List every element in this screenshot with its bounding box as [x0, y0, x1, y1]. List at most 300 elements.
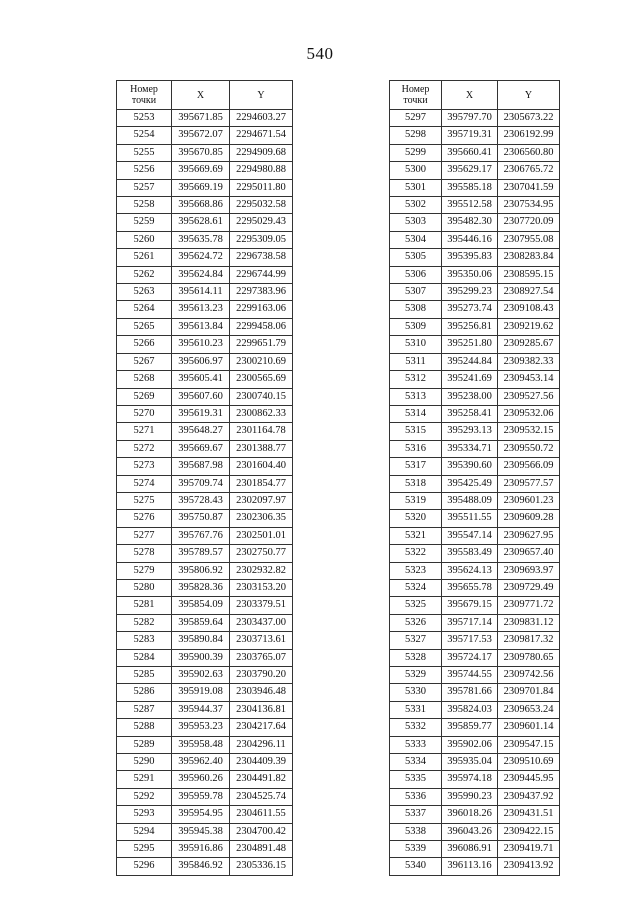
cell-y: 2294671.54 — [230, 127, 293, 144]
cell-x: 395635.78 — [172, 231, 230, 248]
cell-y: 2309527.56 — [498, 388, 560, 405]
table-row — [390, 719, 560, 736]
cell-x: 395613.23 — [172, 301, 230, 318]
cell-y: 2301604.40 — [230, 458, 293, 475]
cell-y: 2309510.69 — [498, 754, 560, 771]
cell-point-number: 5257 — [117, 179, 172, 196]
cell-point-number: 5288 — [117, 719, 172, 736]
cell-y: 2303437.00 — [230, 614, 293, 631]
table-row — [117, 179, 293, 196]
cell-x: 395935.04 — [442, 754, 498, 771]
table-row — [390, 231, 560, 248]
cell-point-number: 5313 — [390, 388, 442, 405]
cell-x: 395273.74 — [442, 301, 498, 318]
table-row — [390, 301, 560, 318]
cell-point-number: 5331 — [390, 701, 442, 718]
table-row — [390, 388, 560, 405]
cell-x: 395902.63 — [172, 667, 230, 684]
cell-y: 2309382.33 — [498, 353, 560, 370]
cell-x: 395669.67 — [172, 440, 230, 457]
cell-point-number: 5281 — [117, 597, 172, 614]
cell-y: 2304611.55 — [230, 806, 293, 823]
cell-y: 2305673.22 — [498, 110, 560, 127]
cell-x: 395687.98 — [172, 458, 230, 475]
cell-x: 395619.31 — [172, 405, 230, 422]
cell-x: 395446.16 — [442, 231, 498, 248]
cell-y: 2309609.28 — [498, 510, 560, 527]
cell-y: 2309657.40 — [498, 545, 560, 562]
cell-x: 395511.55 — [442, 510, 498, 527]
table-row — [117, 110, 293, 127]
table-row — [117, 440, 293, 457]
table-row — [390, 318, 560, 335]
cell-x: 395728.43 — [172, 492, 230, 509]
cell-y: 2309729.49 — [498, 579, 560, 596]
cell-y: 2309780.65 — [498, 649, 560, 666]
cell-y: 2299163.06 — [230, 301, 293, 318]
table-row — [390, 841, 560, 858]
cell-x: 395256.81 — [442, 318, 498, 335]
table-row — [117, 336, 293, 353]
table-body-right — [390, 110, 560, 876]
table-row — [390, 458, 560, 475]
cell-y: 2303765.07 — [230, 649, 293, 666]
table-row — [117, 405, 293, 422]
cell-y: 2294909.68 — [230, 144, 293, 161]
cell-y: 2295029.43 — [230, 214, 293, 231]
cell-point-number: 5294 — [117, 823, 172, 840]
cell-y: 2309453.14 — [498, 371, 560, 388]
cell-point-number: 5301 — [390, 179, 442, 196]
table-row — [390, 249, 560, 266]
cell-point-number: 5277 — [117, 527, 172, 544]
cell-y: 2309817.32 — [498, 632, 560, 649]
cell-x: 395488.09 — [442, 492, 498, 509]
cell-point-number: 5289 — [117, 736, 172, 753]
table-row — [390, 144, 560, 161]
cell-point-number: 5303 — [390, 214, 442, 231]
cell-y: 2300862.33 — [230, 405, 293, 422]
cell-point-number: 5283 — [117, 632, 172, 649]
cell-point-number: 5255 — [117, 144, 172, 161]
cell-point-number: 5321 — [390, 527, 442, 544]
cell-x: 395859.64 — [172, 614, 230, 631]
cell-point-number: 5334 — [390, 754, 442, 771]
cell-point-number: 5269 — [117, 388, 172, 405]
table-row — [390, 701, 560, 718]
header-x: X — [442, 81, 498, 110]
cell-x: 395724.17 — [442, 649, 498, 666]
cell-x: 395954.95 — [172, 806, 230, 823]
table-row — [390, 545, 560, 562]
cell-y: 2294980.88 — [230, 162, 293, 179]
cell-y: 2295011.80 — [230, 179, 293, 196]
header-x: X — [172, 81, 230, 110]
cell-x: 395960.26 — [172, 771, 230, 788]
cell-x: 395624.13 — [442, 562, 498, 579]
table-row — [117, 127, 293, 144]
cell-point-number: 5261 — [117, 249, 172, 266]
cell-y: 2306765.72 — [498, 162, 560, 179]
table-row — [117, 579, 293, 596]
cell-x: 395251.80 — [442, 336, 498, 353]
cell-y: 2309566.09 — [498, 458, 560, 475]
table-row — [117, 458, 293, 475]
cell-point-number: 5298 — [390, 127, 442, 144]
header-point-number — [390, 81, 442, 110]
cell-point-number: 5286 — [117, 684, 172, 701]
table-row — [390, 649, 560, 666]
cell-y: 2304891.48 — [230, 841, 293, 858]
cell-point-number: 5266 — [117, 336, 172, 353]
table-row — [117, 719, 293, 736]
cell-x: 395806.92 — [172, 562, 230, 579]
cell-point-number: 5324 — [390, 579, 442, 596]
cell-x: 395655.78 — [442, 579, 498, 596]
cell-x: 395846.92 — [172, 858, 230, 875]
cell-y: 2304409.39 — [230, 754, 293, 771]
table-row — [390, 197, 560, 214]
cell-y: 2302306.35 — [230, 510, 293, 527]
table-row — [117, 214, 293, 231]
table-row — [117, 858, 293, 875]
cell-x: 395750.87 — [172, 510, 230, 527]
cell-y: 2297383.96 — [230, 284, 293, 301]
table-row — [117, 788, 293, 805]
table-row — [117, 771, 293, 788]
cell-point-number: 5319 — [390, 492, 442, 509]
cell-y: 2309547.15 — [498, 736, 560, 753]
page-number: 540 — [306, 44, 334, 63]
table-row — [117, 249, 293, 266]
cell-x: 395669.19 — [172, 179, 230, 196]
table-row — [390, 336, 560, 353]
cell-x: 395672.07 — [172, 127, 230, 144]
cell-y: 2309693.97 — [498, 562, 560, 579]
table-row — [117, 162, 293, 179]
header-num-line1: Номер — [401, 84, 430, 95]
cell-y: 2303946.48 — [230, 684, 293, 701]
cell-y: 2296738.58 — [230, 249, 293, 266]
cell-point-number: 5275 — [117, 492, 172, 509]
cell-y: 2301854.77 — [230, 475, 293, 492]
table-row — [390, 632, 560, 649]
cell-y: 2309419.71 — [498, 841, 560, 858]
cell-y: 2299651.79 — [230, 336, 293, 353]
table-row — [390, 562, 560, 579]
cell-point-number: 5291 — [117, 771, 172, 788]
cell-y: 2302932.82 — [230, 562, 293, 579]
cell-x: 395670.85 — [172, 144, 230, 161]
cell-point-number: 5314 — [390, 405, 442, 422]
table-row — [390, 162, 560, 179]
cell-point-number: 5307 — [390, 284, 442, 301]
cell-y: 2309550.72 — [498, 440, 560, 457]
cell-point-number: 5273 — [117, 458, 172, 475]
cell-y: 2306192.99 — [498, 127, 560, 144]
cell-y: 2309701.84 — [498, 684, 560, 701]
cell-point-number: 5254 — [117, 127, 172, 144]
cell-point-number: 5297 — [390, 110, 442, 127]
table-row — [117, 318, 293, 335]
table-row — [390, 858, 560, 875]
table-header-row — [117, 81, 293, 110]
cell-x: 395824.03 — [442, 701, 498, 718]
header-num-line2: точки — [403, 95, 428, 106]
cell-point-number: 5280 — [117, 579, 172, 596]
table-row — [117, 423, 293, 440]
table-row — [117, 632, 293, 649]
cell-point-number: 5256 — [117, 162, 172, 179]
table-row — [390, 214, 560, 231]
header-y: Y — [230, 81, 293, 110]
cell-x: 396043.26 — [442, 823, 498, 840]
table-row — [117, 144, 293, 161]
cell-x: 395974.18 — [442, 771, 498, 788]
table-row — [117, 266, 293, 283]
cell-y: 2309285.67 — [498, 336, 560, 353]
cell-x: 395668.86 — [172, 197, 230, 214]
table-row — [117, 284, 293, 301]
table-row — [117, 667, 293, 684]
coordinates-table-left — [116, 80, 293, 876]
header-num-line1: Номер — [130, 84, 158, 95]
cell-x: 395390.60 — [442, 458, 498, 475]
table-row — [117, 806, 293, 823]
cell-point-number: 5338 — [390, 823, 442, 840]
cell-point-number: 5336 — [390, 788, 442, 805]
table-row — [390, 475, 560, 492]
cell-point-number: 5258 — [117, 197, 172, 214]
cell-point-number: 5316 — [390, 440, 442, 457]
table-row — [117, 614, 293, 631]
cell-y: 2307720.09 — [498, 214, 560, 231]
cell-x: 395482.30 — [442, 214, 498, 231]
cell-y: 2300740.15 — [230, 388, 293, 405]
cell-y: 2309831.12 — [498, 614, 560, 631]
table-row — [117, 562, 293, 579]
cell-y: 2301388.77 — [230, 440, 293, 457]
cell-x: 395293.13 — [442, 423, 498, 440]
cell-point-number: 5308 — [390, 301, 442, 318]
cell-point-number: 5300 — [390, 162, 442, 179]
table-row — [390, 405, 560, 422]
cell-y: 2303713.61 — [230, 632, 293, 649]
cell-y: 2304525.74 — [230, 788, 293, 805]
cell-x: 395944.37 — [172, 701, 230, 718]
cell-x: 395607.60 — [172, 388, 230, 405]
cell-point-number: 5271 — [117, 423, 172, 440]
cell-point-number: 5322 — [390, 545, 442, 562]
cell-point-number: 5335 — [390, 771, 442, 788]
cell-x: 395717.53 — [442, 632, 498, 649]
cell-x: 396018.26 — [442, 806, 498, 823]
cell-y: 2300210.69 — [230, 353, 293, 370]
cell-point-number: 5270 — [117, 405, 172, 422]
cell-x: 396086.91 — [442, 841, 498, 858]
cell-y: 2304296.11 — [230, 736, 293, 753]
cell-x: 395299.23 — [442, 284, 498, 301]
cell-point-number: 5310 — [390, 336, 442, 353]
cell-x: 395628.61 — [172, 214, 230, 231]
cell-point-number: 5309 — [390, 318, 442, 335]
cell-x: 395425.49 — [442, 475, 498, 492]
cell-point-number: 5325 — [390, 597, 442, 614]
cell-y: 2309445.95 — [498, 771, 560, 788]
cell-x: 395890.84 — [172, 632, 230, 649]
header-num-line2: точки — [131, 95, 157, 106]
cell-y: 2304217.64 — [230, 719, 293, 736]
cell-point-number: 5292 — [117, 788, 172, 805]
cell-y: 2296744.99 — [230, 266, 293, 283]
table-row — [390, 510, 560, 527]
table-row — [117, 353, 293, 370]
table-row — [390, 614, 560, 631]
cell-x: 395767.76 — [172, 527, 230, 544]
table-row — [390, 110, 560, 127]
table-row — [390, 179, 560, 196]
table-body-left — [117, 110, 293, 876]
cell-y: 2307955.08 — [498, 231, 560, 248]
cell-x: 395669.69 — [172, 162, 230, 179]
cell-y: 2301164.78 — [230, 423, 293, 440]
cell-x: 395238.00 — [442, 388, 498, 405]
table-row — [390, 579, 560, 596]
cell-y: 2308283.84 — [498, 249, 560, 266]
cell-y: 2309601.14 — [498, 719, 560, 736]
cell-x: 395334.71 — [442, 440, 498, 457]
cell-point-number: 5311 — [390, 353, 442, 370]
cell-y: 2302750.77 — [230, 545, 293, 562]
cell-x: 395744.55 — [442, 667, 498, 684]
table-row — [117, 492, 293, 509]
cell-y: 2294603.27 — [230, 110, 293, 127]
cell-point-number: 5339 — [390, 841, 442, 858]
cell-point-number: 5306 — [390, 266, 442, 283]
table-row — [117, 475, 293, 492]
table-row — [390, 423, 560, 440]
cell-x: 395547.14 — [442, 527, 498, 544]
cell-y: 2309532.15 — [498, 423, 560, 440]
table-row — [390, 736, 560, 753]
table-row — [390, 823, 560, 840]
cell-y: 2304700.42 — [230, 823, 293, 840]
cell-point-number: 5285 — [117, 667, 172, 684]
cell-x: 395717.14 — [442, 614, 498, 631]
cell-x: 395629.17 — [442, 162, 498, 179]
cell-point-number: 5337 — [390, 806, 442, 823]
cell-x: 395709.74 — [172, 475, 230, 492]
cell-y: 2309437.92 — [498, 788, 560, 805]
cell-x: 396113.16 — [442, 858, 498, 875]
cell-x: 395614.11 — [172, 284, 230, 301]
cell-x: 395512.58 — [442, 197, 498, 214]
cell-x: 395671.85 — [172, 110, 230, 127]
cell-point-number: 5263 — [117, 284, 172, 301]
cell-y: 2308927.54 — [498, 284, 560, 301]
cell-y: 2295309.05 — [230, 231, 293, 248]
cell-point-number: 5332 — [390, 719, 442, 736]
table-row — [117, 545, 293, 562]
table-row — [390, 371, 560, 388]
cell-x: 395395.83 — [442, 249, 498, 266]
table-row — [390, 806, 560, 823]
cell-x: 395781.66 — [442, 684, 498, 701]
table-row — [117, 527, 293, 544]
cell-y: 2309742.56 — [498, 667, 560, 684]
cell-point-number: 5318 — [390, 475, 442, 492]
table-row — [117, 197, 293, 214]
cell-y: 2309532.06 — [498, 405, 560, 422]
header-y: Y — [498, 81, 560, 110]
cell-x: 395648.27 — [172, 423, 230, 440]
cell-point-number: 5284 — [117, 649, 172, 666]
cell-y: 2307041.59 — [498, 179, 560, 196]
cell-point-number: 5290 — [117, 754, 172, 771]
cell-y: 2307534.95 — [498, 197, 560, 214]
table-row — [117, 736, 293, 753]
cell-x: 395610.23 — [172, 336, 230, 353]
table-row — [117, 649, 293, 666]
table-row — [390, 527, 560, 544]
cell-x: 395241.69 — [442, 371, 498, 388]
table-row — [117, 597, 293, 614]
cell-x: 395350.06 — [442, 266, 498, 283]
cell-x: 395959.78 — [172, 788, 230, 805]
cell-point-number: 5272 — [117, 440, 172, 457]
cell-y: 2309771.72 — [498, 597, 560, 614]
cell-point-number: 5265 — [117, 318, 172, 335]
table-row — [390, 492, 560, 509]
cell-point-number: 5279 — [117, 562, 172, 579]
cell-y: 2308595.15 — [498, 266, 560, 283]
cell-y: 2303379.51 — [230, 597, 293, 614]
cell-y: 2306560.80 — [498, 144, 560, 161]
cell-x: 395719.31 — [442, 127, 498, 144]
cell-y: 2303790.20 — [230, 667, 293, 684]
table-row — [390, 353, 560, 370]
cell-point-number: 5304 — [390, 231, 442, 248]
cell-y: 2309219.62 — [498, 318, 560, 335]
cell-point-number: 5262 — [117, 266, 172, 283]
cell-y: 2299458.06 — [230, 318, 293, 335]
cell-point-number: 5287 — [117, 701, 172, 718]
cell-point-number: 5323 — [390, 562, 442, 579]
cell-x: 395828.36 — [172, 579, 230, 596]
cell-x: 395606.97 — [172, 353, 230, 370]
cell-point-number: 5315 — [390, 423, 442, 440]
cell-x: 395958.48 — [172, 736, 230, 753]
cell-point-number: 5278 — [117, 545, 172, 562]
cell-point-number: 5330 — [390, 684, 442, 701]
cell-x: 395624.72 — [172, 249, 230, 266]
cell-point-number: 5268 — [117, 371, 172, 388]
cell-y: 2302501.01 — [230, 527, 293, 544]
cell-point-number: 5260 — [117, 231, 172, 248]
table-row — [117, 754, 293, 771]
cell-point-number: 5317 — [390, 458, 442, 475]
cell-y: 2309413.92 — [498, 858, 560, 875]
cell-y: 2309108.43 — [498, 301, 560, 318]
cell-point-number: 5274 — [117, 475, 172, 492]
cell-y: 2309431.51 — [498, 806, 560, 823]
cell-x: 395945.38 — [172, 823, 230, 840]
table-row — [390, 667, 560, 684]
cell-point-number: 5302 — [390, 197, 442, 214]
cell-x: 395990.23 — [442, 788, 498, 805]
cell-x: 395613.84 — [172, 318, 230, 335]
cell-point-number: 5299 — [390, 144, 442, 161]
